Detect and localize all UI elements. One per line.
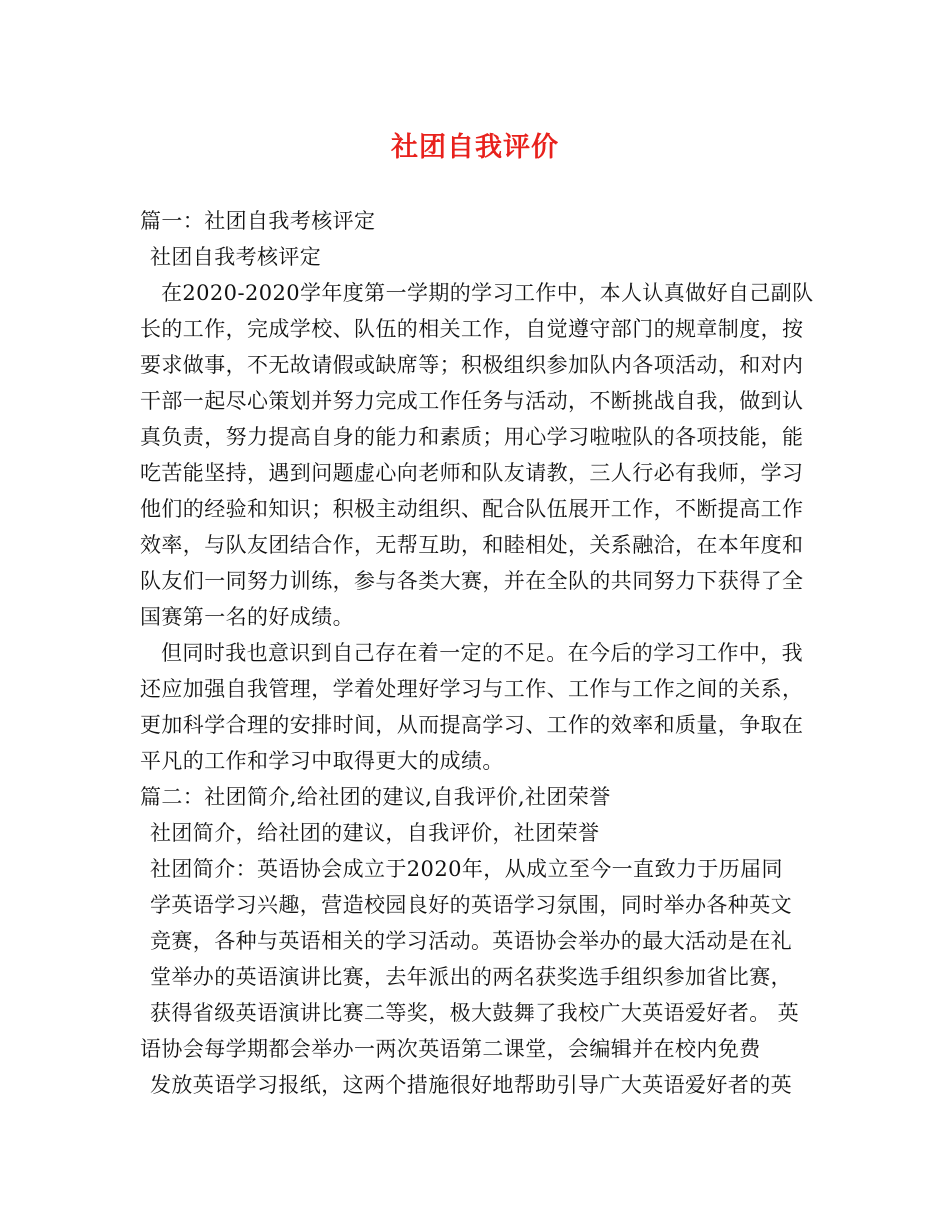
paragraph-line: 竞赛，各种与英语相关的学习活动。英语协会举办的最大活动是在礼: [150, 929, 792, 953]
paragraph-line: 国赛第一名的好成绩。: [140, 605, 354, 629]
paragraph-line: 吃苦能坚持，遇到问题虚心向老师和队友请教，三人行必有我师，学习: [140, 461, 804, 485]
subsection-heading: 社团简介，给社团的建议，自我评价，社团荣誉: [150, 821, 600, 845]
paragraph-line: 堂举办的英语演讲比赛，去年派出的两名获奖选手组织参加省比赛，: [150, 965, 792, 989]
paragraph-line: 队友们一同努力训练，参与各类大赛，并在全队的共同努力下获得了全: [140, 569, 804, 593]
paragraph-line: 要求做事，不无故请假或缺席等；积极组织参加队内各项活动，和对内: [140, 353, 804, 377]
document-title: 社团自我评价: [391, 132, 559, 163]
paragraph-line: 学英语学习兴趣，营造校园良好的英语学习氛围，同时举办各种英文: [150, 893, 792, 917]
paragraph-line: 效率，与队友团结合作，无帮互助，和睦相处，关系融洽，在本年度和: [140, 533, 804, 557]
paragraph-line: 平凡的工作和学习中取得更大的成绩。: [140, 749, 504, 773]
paragraph-line: 发放英语学习报纸，这两个措施很好地帮助引导广大英语爱好者的英: [150, 1073, 792, 1097]
paragraph-line: 还应加强自我管理，学着处理好学习与工作、工作与工作之间的关系，: [140, 677, 804, 701]
paragraph-line: 但同时我也意识到自己存在着一定的不足。在今后的学习工作中，我: [161, 641, 803, 665]
paragraph-line: 更加科学合理的安排时间，从而提高学习、工作的效率和质量，争取在: [140, 713, 804, 737]
paragraph-line: 社团简介：英语协会成立于2020年，从成立至今一直致力于历届同: [150, 857, 783, 881]
paragraph-line: 在2020-2020学年度第一学期的学习工作中，本人认真做好自己副队: [161, 281, 814, 305]
paragraph-line: 长的工作，完成学校、队伍的相关工作，自觉遵守部门的规章制度，按: [140, 317, 804, 341]
document-body: [140, 203, 820, 1103]
subsection-heading: 社团自我考核评定: [150, 245, 322, 269]
paragraph-line: 干部一起尽心策划并努力完成工作任务与活动，不断挑战自我，做到认: [140, 389, 804, 413]
section-heading: 篇一：社团自我考核评定: [140, 209, 376, 233]
paragraph-line: 真负责，努力提高自身的能力和素质；用心学习啦啦队的各项技能，能: [140, 425, 804, 449]
paragraph-line: 语协会每学期都会举办一两次英语第二课堂，会编辑并在校内免费: [140, 1037, 761, 1061]
paragraph-line: 他们的经验和知识；积极主动组织、配合队伍展开工作，不断提高工作: [140, 497, 804, 521]
section-heading: 篇二：社团简介,给社团的建议,自我评价,社团荣誉: [140, 785, 611, 809]
paragraph-line: 获得省级英语演讲比赛二等奖，极大鼓舞了我校广大英语爱好者。 英: [150, 1001, 800, 1025]
